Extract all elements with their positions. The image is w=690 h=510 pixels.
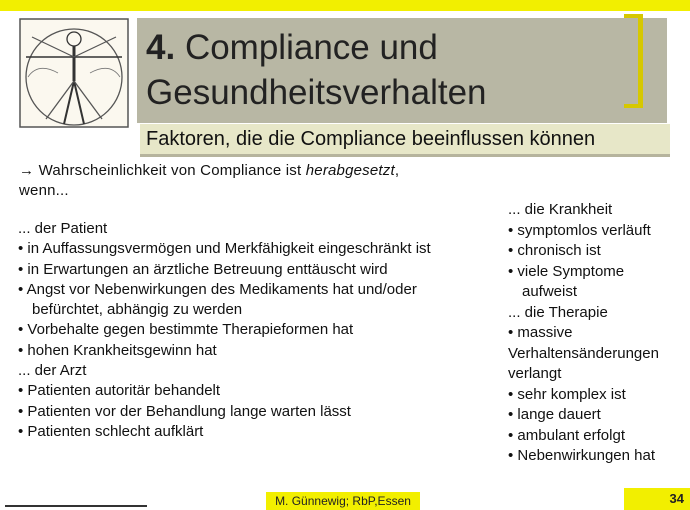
list-item: Verhaltensänderungen bbox=[508, 344, 659, 362]
intro-text bbox=[19, 161, 489, 201]
list-item: • Patienten schlecht aufklärt bbox=[18, 422, 204, 440]
title-line-1: Compliance und bbox=[184, 28, 438, 67]
list-item: • ambulant erfolgt bbox=[508, 426, 625, 444]
list-item: • in Auffassungsvermögen und Merkfähigkeit eingeschränkt ist bbox=[18, 240, 431, 258]
list-item: • lange dauert bbox=[508, 406, 601, 423]
list-item: • Patienten autoritär behandelt bbox=[18, 382, 221, 400]
arrow-icon: → bbox=[19, 162, 35, 179]
list-item: • massive bbox=[508, 324, 573, 341]
list-item: • Patienten vor der Behandlung lange warten lässt bbox=[18, 402, 351, 420]
list-item: • chronisch ist bbox=[508, 242, 601, 259]
intro-text-main: Wahrscheinlichkeit von Compliance ist bbox=[38, 162, 306, 179]
page-number: 34 bbox=[624, 488, 690, 510]
footer-divider bbox=[5, 505, 147, 507]
list-item: • in Erwartungen an ärztliche Betreuung enttäuscht wird bbox=[18, 260, 388, 278]
right-factor-list bbox=[508, 200, 690, 467]
list-item: • Nebenwirkungen hat bbox=[508, 447, 656, 464]
slide-subtitle: Faktoren, die die Compliance beeinflussen können bbox=[146, 128, 596, 150]
list-item: verlangt bbox=[508, 365, 562, 382]
list-item: • Angst vor Nebenwirkungen des Medikaments hat und/oder bbox=[18, 280, 417, 298]
intro-suffix: , bbox=[394, 162, 400, 179]
title-number: 4. bbox=[146, 28, 176, 67]
slide-title bbox=[146, 25, 626, 115]
list-item: ... die Therapie bbox=[508, 303, 608, 321]
top-accent-bar bbox=[0, 0, 690, 11]
footer-author: M. Günnewig; RbP,Essen bbox=[266, 492, 420, 510]
vitruvian-man-icon bbox=[18, 17, 130, 129]
intro-line-2: wenn... bbox=[19, 182, 69, 199]
left-factor-list bbox=[18, 219, 503, 442]
title-bracket bbox=[624, 14, 643, 108]
list-item: • Vorbehalte gegen bestimmte Therapieformen hat bbox=[18, 321, 354, 339]
list-item: aufweist bbox=[522, 283, 578, 300]
list-item: • sehr komplex ist bbox=[508, 385, 626, 403]
list-item: • symptomlos verläuft bbox=[508, 221, 651, 239]
intro-emphasis: herabgesetzt bbox=[305, 162, 395, 179]
list-item: • viele Symptome bbox=[508, 262, 625, 280]
list-item: ... der Patient bbox=[18, 220, 108, 237]
list-item: befürchtet, abhängig zu werden bbox=[32, 301, 243, 319]
list-item: ... die Krankheit bbox=[508, 201, 613, 218]
title-line-2: Gesundheitsverhalten bbox=[146, 73, 487, 112]
list-item: ... der Arzt bbox=[18, 362, 87, 380]
list-item: • hohen Krankheitsgewinn hat bbox=[18, 341, 217, 359]
